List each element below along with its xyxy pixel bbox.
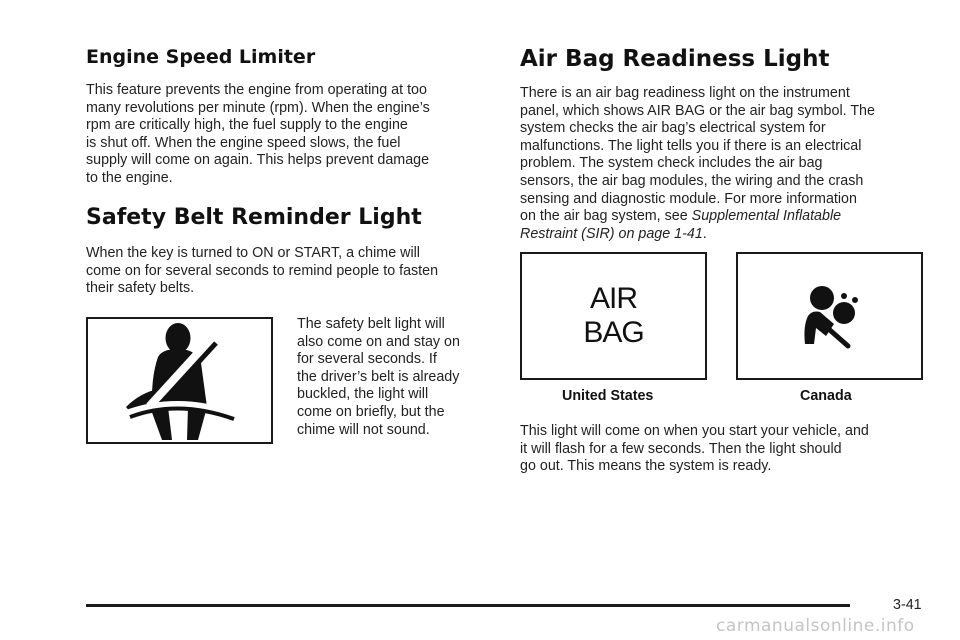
text-line: This light will come on when you start your vehicle, and (520, 423, 869, 439)
air-bag-us-figure (520, 252, 707, 380)
air-bag-symbol-icon (738, 254, 921, 378)
watermark: carmanualsonline.info (716, 616, 915, 636)
text-line: their safety belts. (86, 280, 195, 297)
text-line: is shut off. When the engine speed slows, the fuel (86, 134, 401, 151)
text-line: the driver’s belt is already (297, 368, 460, 385)
text-line: many revolutions per minute (rpm). When the engine’s (86, 99, 430, 116)
text-line: The safety belt light will (297, 316, 445, 332)
air-text: AIR (589, 282, 637, 315)
text-line: problem. The system check includes the air bag (520, 155, 823, 172)
text-line: system checks the air bag’s electrical system for (520, 120, 826, 137)
text-line: to the engine. (86, 169, 173, 186)
air-bag-text-indicator (522, 282, 705, 350)
text-line: buckled, the light will (297, 386, 429, 403)
text-line: chime will not sound. (297, 421, 430, 438)
air-bag-canada-figure (736, 252, 923, 380)
sir-cross-reference-link-cont[interactable]: Restraint (SIR) on page 1-41 (520, 225, 703, 242)
text-line: This feature prevents the engine from operating at too (86, 82, 427, 98)
text-line: supply will come on again. This helps prevent damage (86, 152, 430, 169)
footer-rule (86, 604, 850, 607)
paragraph-air-bag-readiness (520, 85, 930, 243)
text-line: sensing and diagnostic module. For more information (520, 190, 857, 207)
xref-suffix: . (702, 225, 707, 242)
heading-engine-speed-limiter: Engine Speed Limiter (86, 46, 316, 68)
text-line (520, 226, 930, 244)
text-line: There is an air bag readiness light on the instrument (520, 85, 850, 101)
caption-canada: Canada (800, 388, 852, 404)
text-line: for several seconds. If (297, 351, 437, 368)
heading-safety-belt-reminder: Safety Belt Reminder Light (86, 205, 422, 230)
sir-cross-reference-link[interactable]: Supplemental Inflatable (691, 208, 842, 225)
heading-air-bag-readiness: Air Bag Readiness Light (520, 46, 830, 72)
page-number: 3-41 (893, 597, 922, 613)
xref-prefix: on the air bag system, see (520, 208, 692, 225)
caption-united-states: United States (562, 388, 654, 404)
text-line: it will flash for a few seconds. Then the light should (520, 440, 842, 457)
paragraph-safety-belt-detail (297, 316, 497, 439)
text-line: come on for several seconds to remind people to fasten (86, 262, 439, 279)
text-line: panel, which shows AIR BAG or the air bag symbol. The (520, 102, 875, 119)
paragraph-safety-belt-intro (86, 245, 490, 298)
text-line: When the key is turned to ON or START, a chime will (86, 245, 420, 261)
text-line: go out. This means the system is ready. (520, 458, 772, 475)
text-line: sensors, the air bag modules, the wiring and the crash (520, 172, 864, 189)
text-line (520, 208, 930, 226)
safety-belt-icon (88, 319, 271, 442)
safety-belt-figure (86, 317, 273, 444)
bag-text: BAG (583, 316, 644, 349)
paragraph-engine-speed-limiter (86, 82, 490, 188)
text-line: malfunctions. The light tells you if there is an electrical (520, 137, 862, 154)
text-line: come on briefly, but the (297, 403, 445, 420)
paragraph-air-bag-flash (520, 423, 930, 476)
text-line: rpm are critically high, the fuel supply to the engine (86, 117, 408, 134)
text-line: also come on and stay on (297, 333, 460, 350)
